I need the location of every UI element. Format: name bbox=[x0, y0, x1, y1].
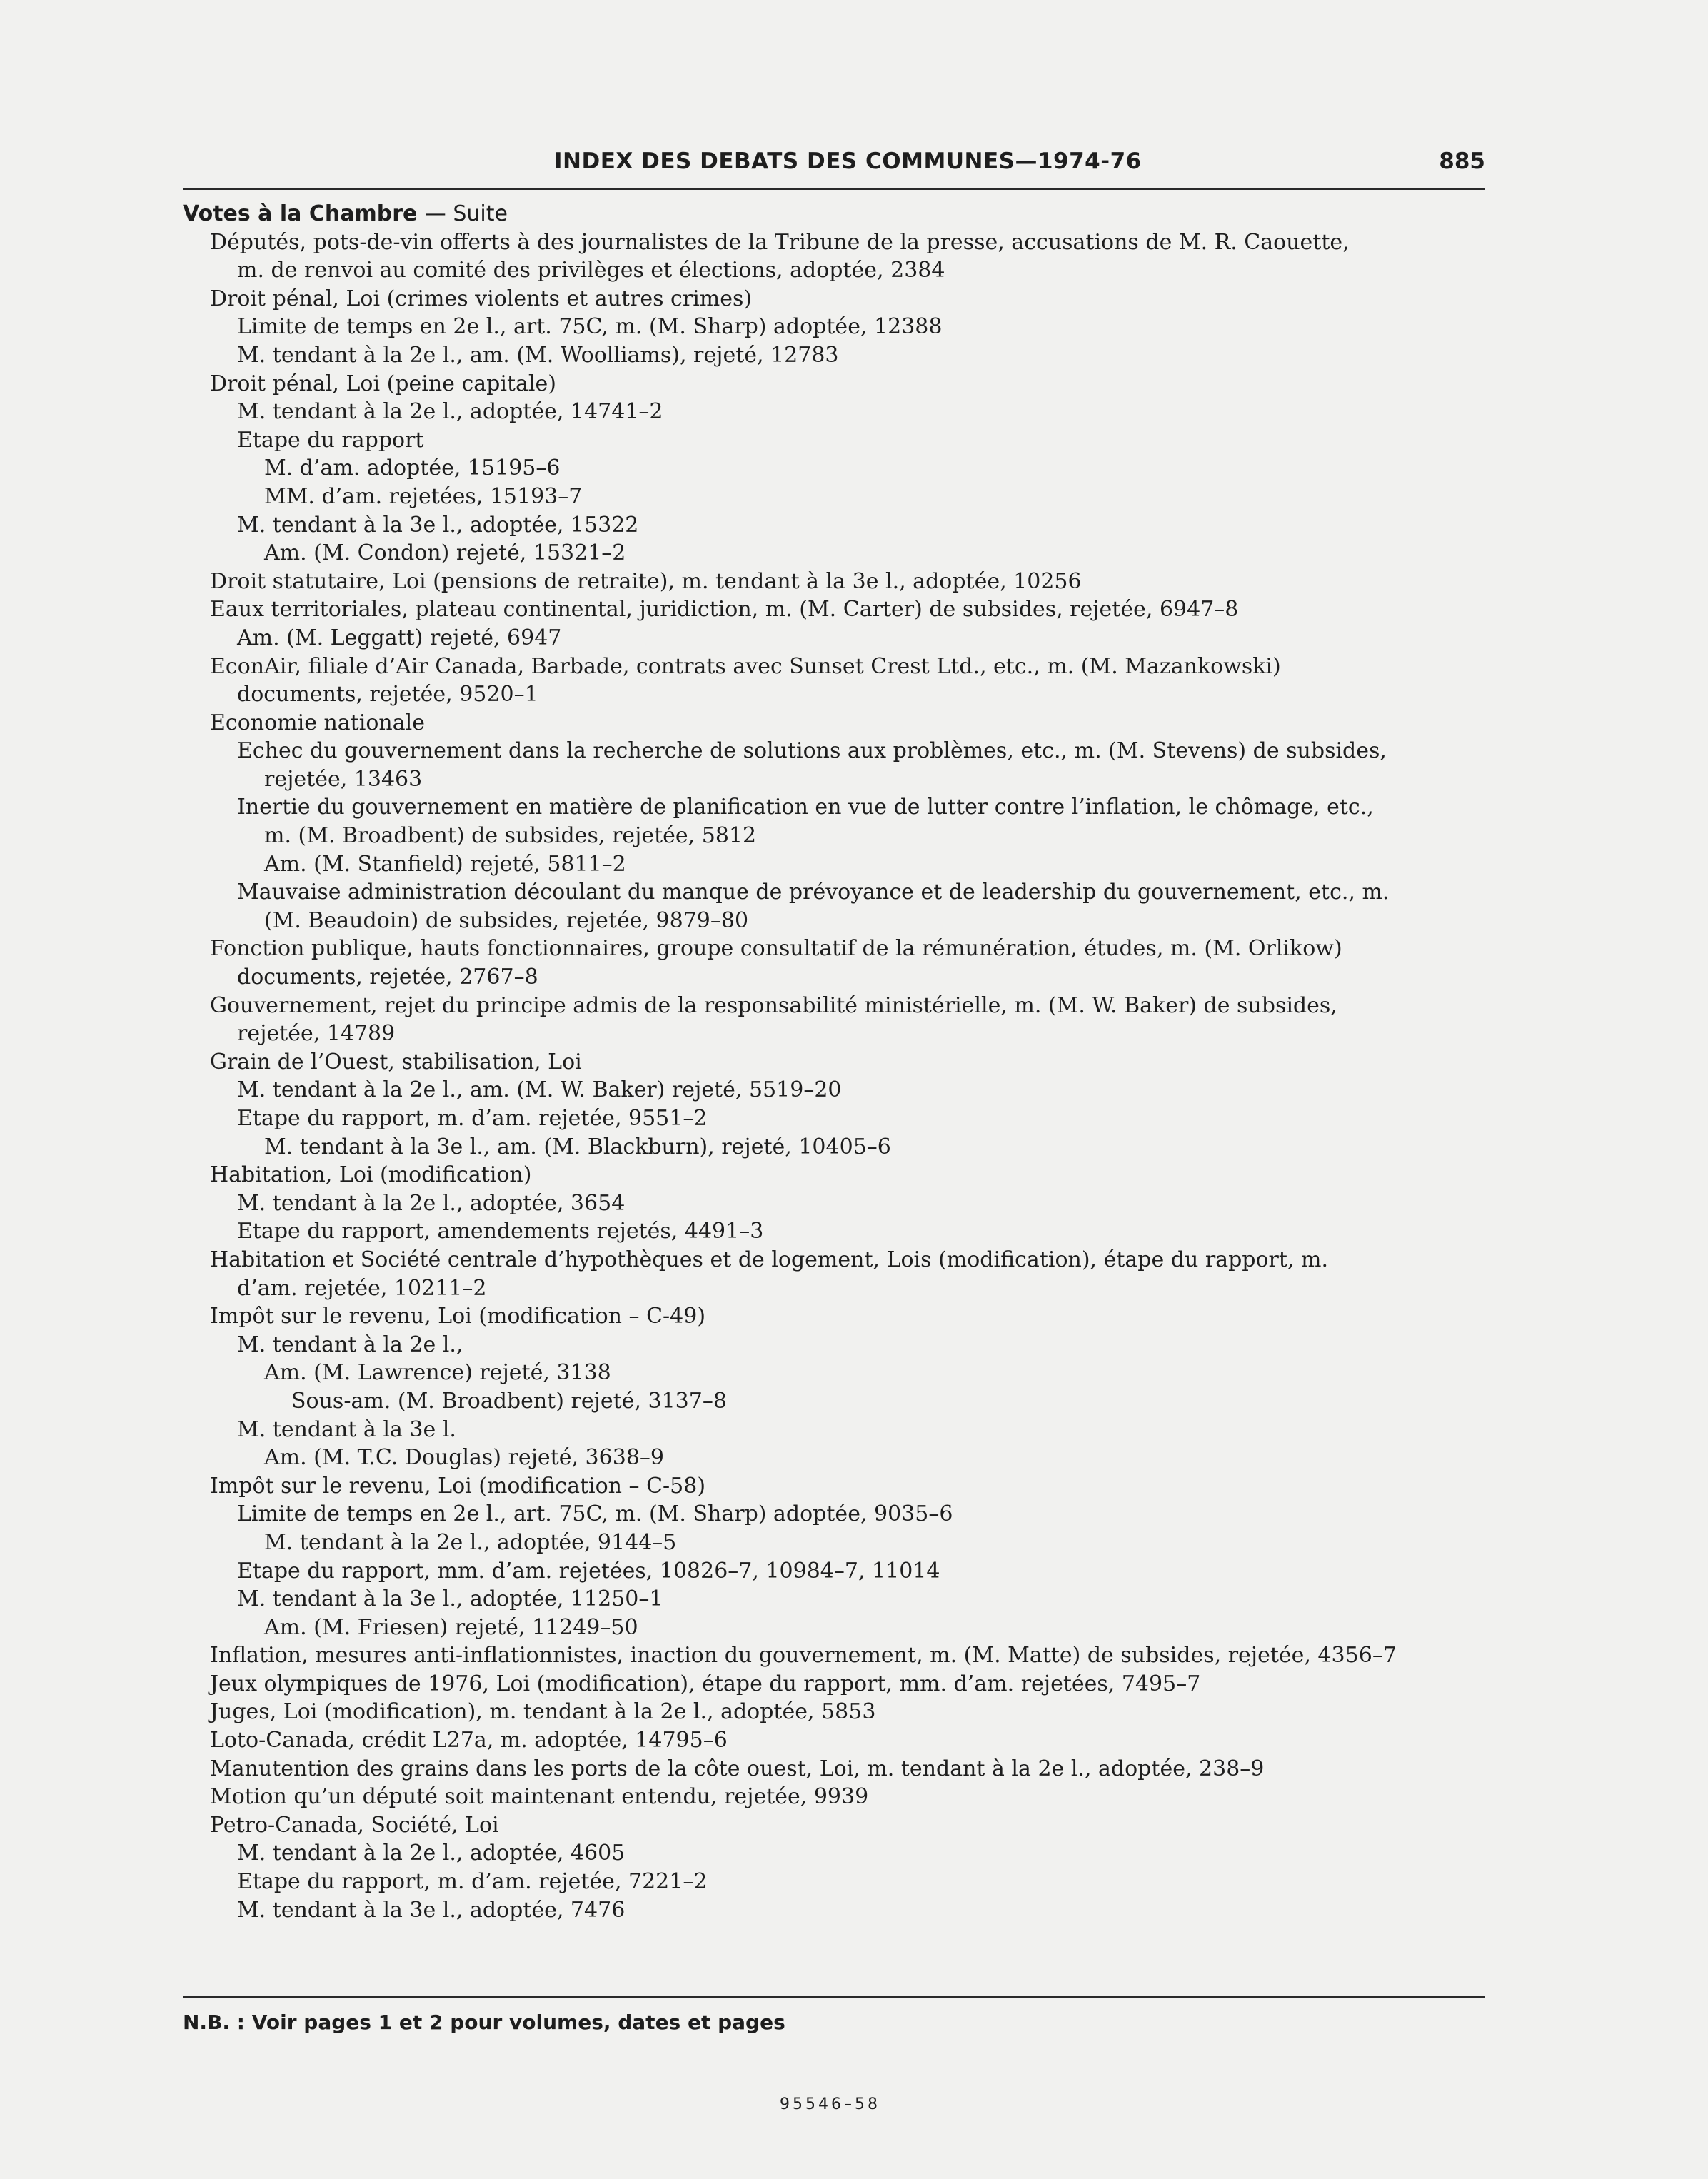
index-entry-line: Manutention des grains dans les ports de la côte ouest, Loi, m. tendant à la 2e l., adoptée, 238–9 bbox=[210, 1756, 1265, 1781]
index-entry-line: Impôt sur le revenu, Loi (modification – C-58) bbox=[210, 1473, 706, 1499]
index-entry-line: Inertie du gouvernement en matière de planification en vue de lutter contre l’inflation, le chômage, etc., bbox=[237, 795, 1374, 820]
index-entry-line: Etape du rapport bbox=[237, 427, 424, 453]
index-entry-line: Gouvernement, rejet du principe admis de la responsabilité ministérielle, m. (M. W. Baker) de subsides, bbox=[210, 992, 1337, 1018]
index-body bbox=[183, 200, 1525, 1924]
index-entry-line: M. tendant à la 3e l. bbox=[237, 1416, 456, 1442]
index-entry-line: EconAir, filiale d’Air Canada, Barbade, contrats avec Sunset Crest Ltd., etc., m. (M. Mazankowski) bbox=[210, 653, 1281, 679]
index-entry-line: documents, rejetée, 2767–8 bbox=[237, 965, 538, 990]
index-entry-line: Fonction publique, hauts fonctionnaires, groupe consultatif de la rémunération, études, m. (M. Orlikow) bbox=[210, 936, 1342, 962]
index-entry-line: Economie nationale bbox=[210, 710, 425, 735]
index-entry-line: Am. (M. Condon) rejeté, 15321–2 bbox=[264, 540, 626, 566]
index-entry-line: M. tendant à la 2e l., bbox=[237, 1332, 463, 1357]
index-entry-line: Am. (M. Stanfield) rejeté, 5811–2 bbox=[264, 851, 626, 877]
section-heading-suffix: — Suite bbox=[424, 201, 508, 226]
index-entry-line: Loto-Canada, crédit L27a, m. adoptée, 14795–6 bbox=[210, 1728, 728, 1753]
print-code: 95546–58 bbox=[780, 2095, 880, 2113]
index-entry-line: M. tendant à la 3e l., adoptée, 11250–1 bbox=[237, 1586, 663, 1612]
index-entry-line: Am. (M. Friesen) rejeté, 11249–50 bbox=[264, 1614, 638, 1640]
index-entry-line: Droit statutaire, Loi (pensions de retraite), m. tendant à la 3e l., adoptée, 10256 bbox=[210, 568, 1082, 594]
index-entry-line: (M. Beaudoin) de subsides, rejetée, 9879–80 bbox=[264, 907, 749, 933]
index-entry-line: m. (M. Broadbent) de subsides, rejetée, 5812 bbox=[264, 823, 757, 849]
index-entry-line: Sous-am. (M. Broadbent) rejeté, 3137–8 bbox=[291, 1388, 727, 1414]
footnote: N.B. : Voir pages 1 et 2 pour volumes, dates et pages bbox=[183, 2011, 785, 2034]
index-entry-line: Grain de l’Ouest, stabilisation, Loi bbox=[210, 1049, 582, 1075]
index-entry-line: M. d’am. adoptée, 15195–6 bbox=[264, 456, 561, 481]
index-entry-line: Petro-Canada, Société, Loi bbox=[210, 1812, 499, 1838]
index-entry-line: Limite de temps en 2e l., art. 75C, m. (M. Sharp) adoptée, 9035–6 bbox=[237, 1501, 953, 1527]
section-heading-label: Votes à la Chambre bbox=[183, 201, 418, 226]
index-entry-line: Etape du rapport, m. d’am. rejetée, 7221–2 bbox=[237, 1869, 708, 1895]
index-entry-line: M. tendant à la 3e l., adoptée, 7476 bbox=[237, 1897, 626, 1923]
index-entry-line: Mauvaise administration découlant du manque de prévoyance et de leadership du gouvernement, etc., m. bbox=[237, 880, 1390, 905]
header-rule bbox=[183, 188, 1485, 190]
index-entry-line: M. tendant à la 2e l., am. (M. Woolliams), rejeté, 12783 bbox=[237, 342, 839, 368]
section-heading bbox=[183, 200, 1525, 228]
index-entry-line: Juges, Loi (modification), m. tendant à la 2e l., adoptée, 5853 bbox=[210, 1699, 876, 1725]
page-number: 885 bbox=[1439, 149, 1485, 174]
index-entry-line: M. tendant à la 2e l., adoptée, 3654 bbox=[237, 1190, 626, 1216]
index-entry-line: Habitation et Société centrale d’hypothèques et de logement, Lois (modification), étape du rapport, m. bbox=[210, 1247, 1329, 1272]
index-entry-line: M. tendant à la 2e l., adoptée, 4605 bbox=[237, 1841, 626, 1866]
index-entry-line: Droit pénal, Loi (crimes violents et autres crimes) bbox=[210, 286, 753, 311]
index-entry-line: d’am. rejetée, 10211–2 bbox=[237, 1275, 487, 1301]
index-entry-line: Eaux territoriales, plateau continental, juridiction, m. (M. Carter) de subsides, rejetée, 6947–8 bbox=[210, 597, 1239, 623]
index-entry-line: M. tendant à la 2e l., adoptée, 14741–2 bbox=[237, 399, 663, 425]
index-entry-line: Droit pénal, Loi (peine capitale) bbox=[210, 371, 556, 396]
index-entry-line: Habitation, Loi (modification) bbox=[210, 1162, 532, 1188]
index-entry-line: M. tendant à la 2e l., adoptée, 9144–5 bbox=[264, 1529, 677, 1555]
index-entry-line: rejetée, 14789 bbox=[237, 1021, 396, 1047]
running-title: INDEX DES DEBATS DES COMMUNES—1974-76 bbox=[554, 149, 1142, 174]
index-entry-line: Am. (M. Lawrence) rejeté, 3138 bbox=[264, 1360, 611, 1386]
index-entry-line: documents, rejetée, 9520–1 bbox=[237, 682, 538, 708]
index-entry-line: rejetée, 13463 bbox=[264, 766, 423, 792]
index-entry-line: M. tendant à la 3e l., am. (M. Blackburn), rejeté, 10405–6 bbox=[264, 1134, 891, 1159]
index-entry-line: Am. (M. Leggatt) rejeté, 6947 bbox=[237, 625, 562, 650]
index-entry-line: Limite de temps en 2e l., art. 75C, m. (M. Sharp) adoptée, 12388 bbox=[237, 314, 943, 340]
index-entry-line: m. de renvoi au comité des privilèges et élections, adoptée, 2384 bbox=[237, 258, 945, 283]
index-entry-line: Inflation, mesures anti-inflationnistes, inaction du gouvernement, m. (M. Matte) de subsides, rejetée, 4356–7 bbox=[210, 1643, 1397, 1669]
index-entry-line: M. tendant à la 2e l., am. (M. W. Baker) rejeté, 5519–20 bbox=[237, 1077, 842, 1103]
index-entry-line: Etape du rapport, m. d’am. rejetée, 9551–2 bbox=[237, 1106, 708, 1131]
index-entry-line: Députés, pots-de-vin offerts à des journalistes de la Tribune de la presse, accusations de M. R. Caouette, bbox=[210, 229, 1350, 255]
index-entry-line: Motion qu’un député soit maintenant entendu, rejetée, 9939 bbox=[210, 1784, 869, 1810]
index-entry-line: Impôt sur le revenu, Loi (modification – C-49) bbox=[210, 1304, 706, 1329]
index-entry-line: Etape du rapport, amendements rejetés, 4491–3 bbox=[237, 1219, 764, 1244]
index-entry-line: Jeux olympiques de 1976, Loi (modification), étape du rapport, mm. d’am. rejetées, 7495–7 bbox=[210, 1671, 1201, 1696]
index-entry-line: MM. d’am. rejetées, 15193–7 bbox=[264, 483, 583, 509]
index-entry-line: Am. (M. T.C. Douglas) rejeté, 3638–9 bbox=[264, 1445, 664, 1471]
index-entry-line: Echec du gouvernement dans la recherche de solutions aux problèmes, etc., m. (M. Stevens) de subsides, bbox=[237, 738, 1387, 764]
footer-rule bbox=[183, 1996, 1485, 1998]
page-header bbox=[183, 140, 1485, 186]
index-entry-line: Etape du rapport, mm. d’am. rejetées, 10826–7, 10984–7, 11014 bbox=[237, 1558, 940, 1584]
index-entry-line: M. tendant à la 3e l., adoptée, 15322 bbox=[237, 512, 639, 538]
